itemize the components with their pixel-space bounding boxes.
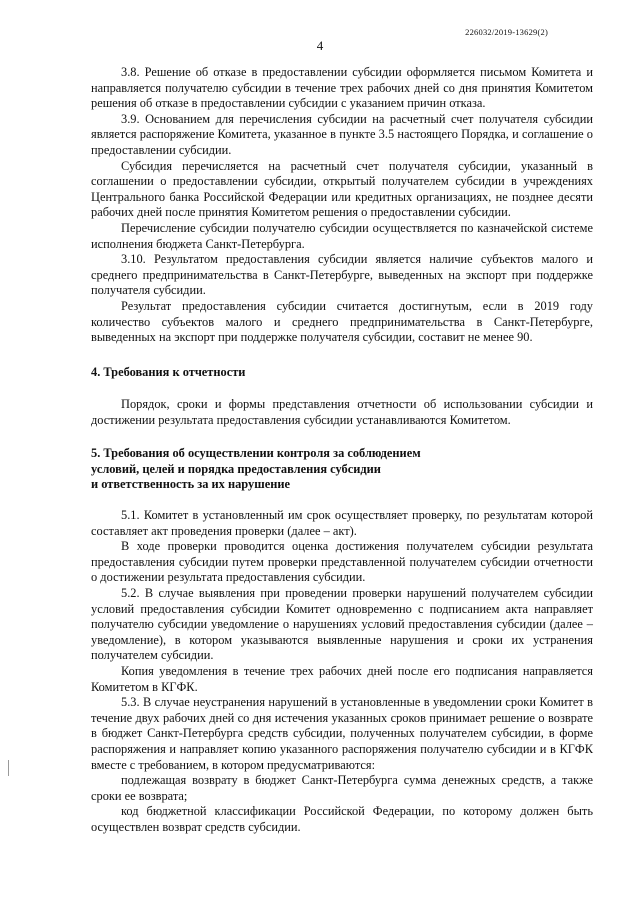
section-5-title (91, 446, 593, 492)
paragraph-4-reporting: Порядок, сроки и формы представления отчетности об использовании субсидии и достижении результата предоставления субсидии устанавливаются Комитетом. (91, 397, 593, 427)
paragraph-5-1: 5.1. Комитет в установленный им срок осуществляет проверку, по результатам которой составляет акт проведения проверки (далее – акт). (91, 508, 593, 538)
paragraph-5-1-assessment: В ходе проверки проводится оценка достижения получателем субсидии результата предоставления субсидии путем проверки представленной получателем субсидии отчетности о достижении результата предоставления субсидии. (91, 539, 593, 585)
paragraph-3-9-treasury: Перечисление субсидии получателю субсидии осуществляется по казначейской системе исполнения бюджета Санкт-Петербурга. (91, 220, 593, 251)
paragraph-5-2-copy: Копия уведомления в течение трех рабочих дней после его подписания направляется Комитетом в КГФК. (91, 664, 593, 694)
paragraph-5-3-code: код бюджетной классификации Российской Федерации, по которому должен быть осуществлен возврат средств субсидии. (91, 804, 593, 834)
document-body (91, 65, 593, 836)
section-5-title-line-2: условий, целей и порядка предоставления субсидии (91, 461, 381, 476)
document-number: 226032/2019-13629(2) (465, 27, 548, 37)
section-5-title-line-1: 5. Требования об осуществлении контроля за соблюдением (91, 446, 421, 461)
paragraph-5-3: 5.3. В случае неустранения нарушений в установленные в уведомлении сроки Комитет в течение двух рабочих дней со дня истечения указанных сроков принимает решение о возврате в бюджет Санкт-Петербурга средств субсидии, полученных получателем субсидии, в форме распоряжения и направляет копию указанного распоряжения получателю субсидии и в КГФК вместе с требованием, в котором предусматриваются: (91, 695, 593, 772)
page-number: 4 (316, 38, 324, 53)
paragraph-3-8: 3.8. Решение об отказе в предоставлении субсидии оформляется письмом Комитета и направляется получателю субсидии в течение трех рабочих дней со дня принятия Комитетом решения об отказе в предоставлении субсидии с указанием причин отказа. (91, 65, 593, 111)
paragraph-3-9: 3.9. Основанием для перечисления субсидии на расчетный счет получателя субсидии является распоряжение Комитета, указанное в пункте 3.5 настоящего Порядка, и соглашение о предоставлении субсидии. (91, 111, 593, 157)
paragraph-3-10: 3.10. Результатом предоставления субсидии является наличие субъектов малого и среднего предпринимательства в Санкт-Петербурге, выведенных на экспорт при поддержке получателя субсидии. (91, 252, 593, 298)
paragraph-3-9-transfer: Субсидия перечисляется на расчетный счет получателя субсидии, указанный в соглашении о предоставлении субсидии, открытый получателем субсидии в учреждениях Центрального банка Российской Федерации или кредитных организациях, не позднее десяти рабочих дней после принятия Комитетом решения о предоставлении субсидии. (91, 158, 593, 220)
section-4-title: 4. Требования к отчетности (91, 364, 246, 379)
paragraph-5-2: 5.2. В случае выявления при проведении проверки нарушений получателем субсидии условий предоставления субсидии Комитет одновременно с подписанием акта направляет получателю субсидии уведомление о нарушениях условий предоставления субсидии (далее – уведомление), в котором указываются выявленные нарушения и сроки их устранения получателем субсидии. (91, 586, 593, 663)
paragraph-3-10-result: Результат предоставления субсидии считается достигнутым, если в 2019 году количество субъектов малого и среднего предпринимательства в Санкт-Петербурге, выведенных на экспорт при поддержке получателя субсидии, составит не менее 90. (91, 298, 593, 345)
section-5-title-line-3: и ответственность за их нарушение (91, 476, 290, 491)
scan-margin-mark (8, 760, 9, 776)
paragraph-5-3-amount: подлежащая возврату в бюджет Санкт-Петербурга сумма денежных средств, а также сроки ее возврата; (91, 773, 593, 803)
